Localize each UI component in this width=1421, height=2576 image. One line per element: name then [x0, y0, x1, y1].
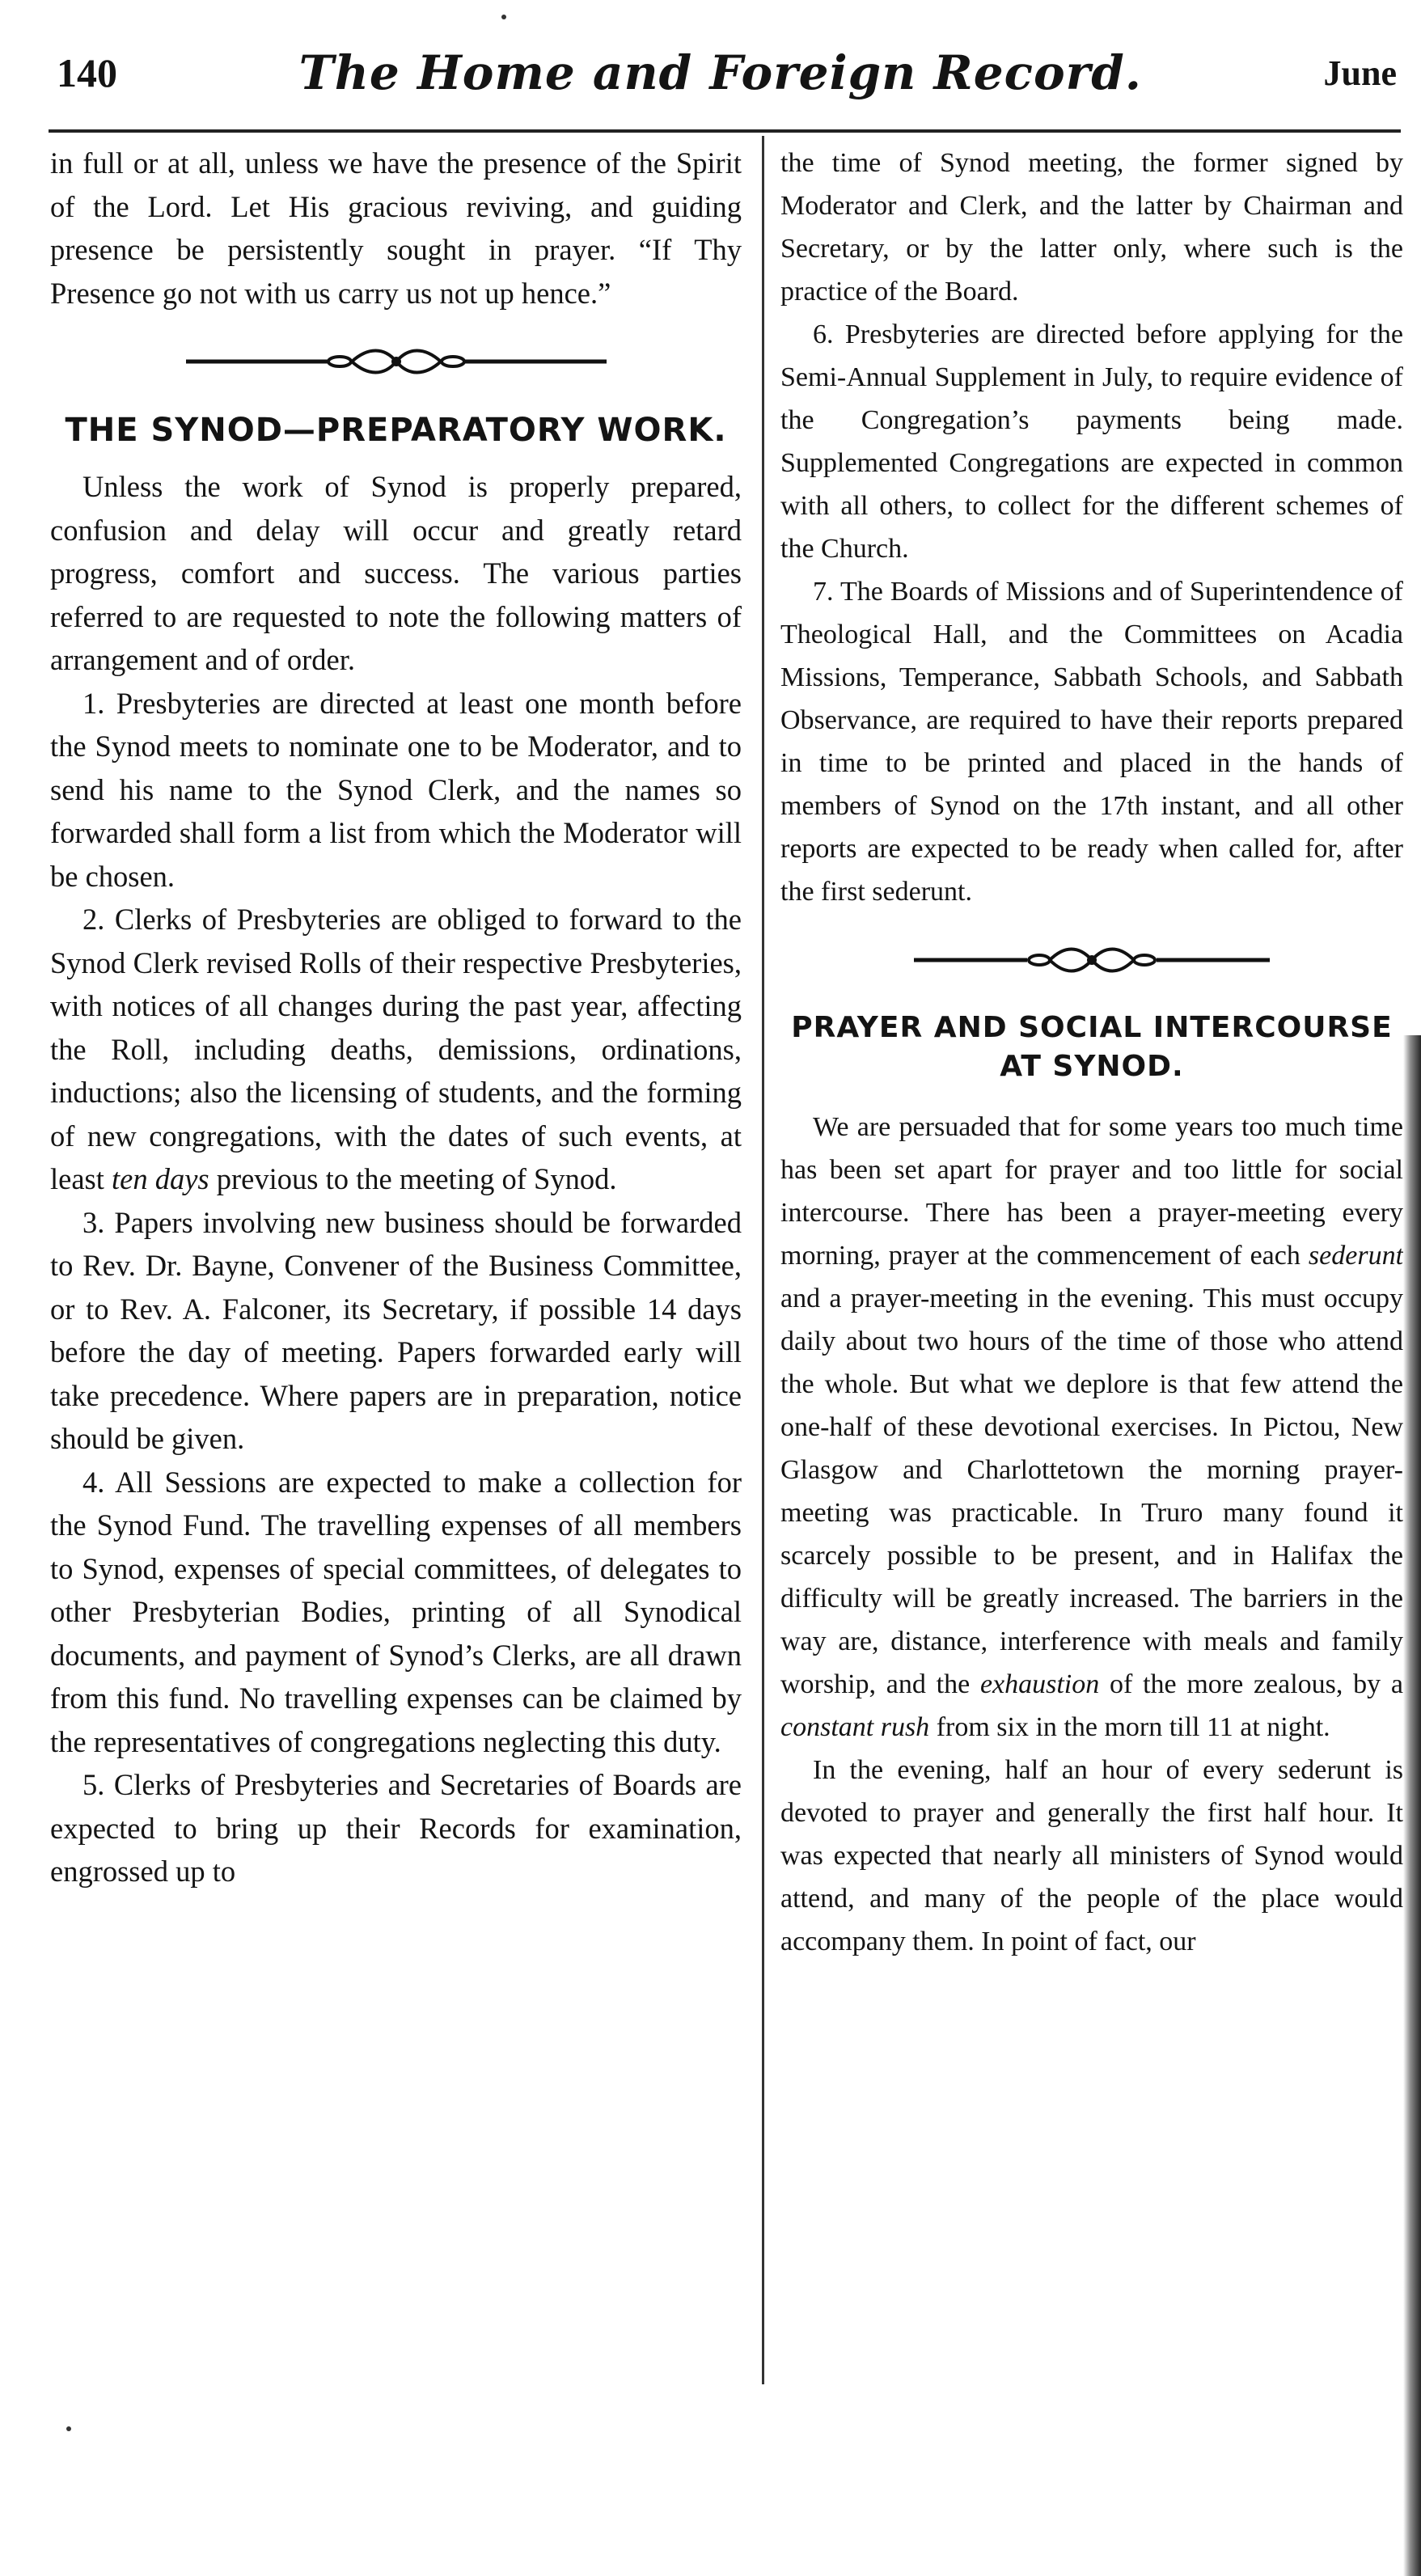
prayer-text-a: We are persuaded that for some years too much time has been set apart for prayer and too little for social intercourse. There has been a prayer-meeting every morning, prayer at the commencement of each	[780, 1112, 1403, 1271]
prayer-emphasis-constant-rush: constant rush	[780, 1712, 930, 1742]
list-item-5-start: 5. Clerks of Presbyteries and Secretaries of Boards are expected to bring up their Records for examination, engrossed up to	[50, 1768, 742, 1888]
print-speck	[66, 2426, 71, 2431]
list-item-3: 3. Papers involving new business should be forwarded to Rev. Dr. Bayne, Convener of the Business Committee, or to Rev. A. Falconer, its Secretary, if possible 14 days before the day of meeting. Papers forwarded early will take precedence. Where papers are in preparation, notice should be given.	[50, 1205, 742, 1455]
list-item-4: 4. All Sessions are expected to make a collection for the Synod Fund. The travelling expenses of all members to Synod, expenses of special committees, of delegates to other Presbyterian Bodies, printing of all Synodical documents, and payment of Synod’s Clerks, are all drawn from this fund. No travelling expenses can be claimed by the representatives of congregations neglecting this duty.	[50, 1465, 742, 1758]
prayer-emphasis-exhaustion: exhaustion	[979, 1669, 1100, 1699]
left-column	[50, 142, 742, 2390]
list-item-5-end: the time of Synod meeting, the former signed by Moderator and Clerk, and the latter by Chairman and Secretary, or by the latter only, where such is the practice of the Board.	[780, 148, 1403, 307]
prayer-emphasis-sederunt: sederunt	[1308, 1241, 1403, 1271]
list-item-2-text-a: 2. Clerks of Presbyteries are obliged to forward to the Synod Clerk revised Rolls of their respective Presbyteries, with notices of all changes during the past year, affecting the Roll, including deaths, demissions, ordinations, inductions; also the licensing of students, and the forming of new congregations, with the dates of such events, at least	[50, 903, 742, 1195]
page-edge-shadow	[1403, 1035, 1421, 2576]
continuation-paragraph: in full or at all, unless we have the presence of the Spirit of the Lord. Let His gracious reviving, and guiding presence be persistently sought in prayer. “If Thy Presence go not with us carry us not up hence.”	[50, 146, 742, 310]
running-head	[57, 32, 1397, 113]
prayer-text-d: from six in the morn till 11 at night.	[936, 1712, 1330, 1742]
list-item-2-text-b: previous to the meeting of Synod.	[216, 1162, 617, 1195]
list-item-1: 1. Presbyteries are directed at least one month before the Synod meets to nominate one to be Moderator, and to send his name to the Synod Clerk, and the names so forwarded shall form a list from which the Moderator will be chosen.	[50, 686, 742, 893]
list-item-2	[50, 898, 742, 1201]
prayer-paragraph-1	[780, 1106, 1403, 1749]
section-heading-prayer-intercourse: PRAYER AND SOCIAL INTERCOURSE AT SYNOD.	[791, 1011, 1393, 1083]
list-item-7: 7. The Boards of Missions and of Superintendence of Theological Hall, and the Committees on Acadia Missions, Temperance, Sabbath Schools, and Sabbath Observance, are required to have their reports prepared in time to be printed and placed in the hands of members of Synod on the 17th instant, and all other reports are expected to be ready when called for, after the first sederunt.	[780, 577, 1403, 907]
right-column	[780, 142, 1403, 2390]
issue-month: June	[1323, 53, 1397, 93]
list-item-6: 6. Presbyteries are directed before applying for the Semi-Annual Supplement in July, to require evidence of the Congregation’s payments being made. Supplemented Congregations are expected in common with all others, to collect for the different schemes of the Church.	[780, 319, 1403, 564]
prayer-paragraph-2: In the evening, half an hour of every sederunt is devoted to prayer and generally the first half hour. It was expected that nearly all ministers of Synod would attend, and many of the people of the place would accompany them. In point of fact, our	[780, 1755, 1403, 1956]
intro-paragraph: Unless the work of Synod is properly prepared, confusion and delay will occur and greatly retard progress, comfort and success. The various parties referred to are requested to note the following matters of arrangement and of order.	[50, 470, 742, 676]
page-number: 140	[57, 50, 117, 95]
list-item-2-emphasis: ten days	[112, 1162, 209, 1195]
column-divider	[762, 136, 764, 2384]
prayer-text-c: of the more zealous, by a	[1110, 1669, 1403, 1699]
section-heading-preparatory-work: THE SYNOD—PREPARATORY WORK.	[65, 412, 727, 449]
ornamental-divider-icon	[186, 345, 607, 378]
print-speck	[501, 15, 506, 19]
prayer-text-b: and a prayer-meeting in the evening. This must occupy daily about two hours of the time of those who attend the whole. But what we deplore is that few attend the one-half of these devotional exercises. In Pictou, New Glasgow and Charlottetown the morning prayer-meeting was practicable. In Truro many found it scarcely possible to be present, and in Halifax the difficulty will be greatly increased. The barriers in the way are, distance, interference with meals and family worship, and the	[780, 1284, 1403, 1699]
journal-title: The Home and Foreign Record.	[298, 45, 1142, 100]
header-rule	[49, 129, 1401, 133]
ornamental-divider-icon	[914, 944, 1270, 976]
